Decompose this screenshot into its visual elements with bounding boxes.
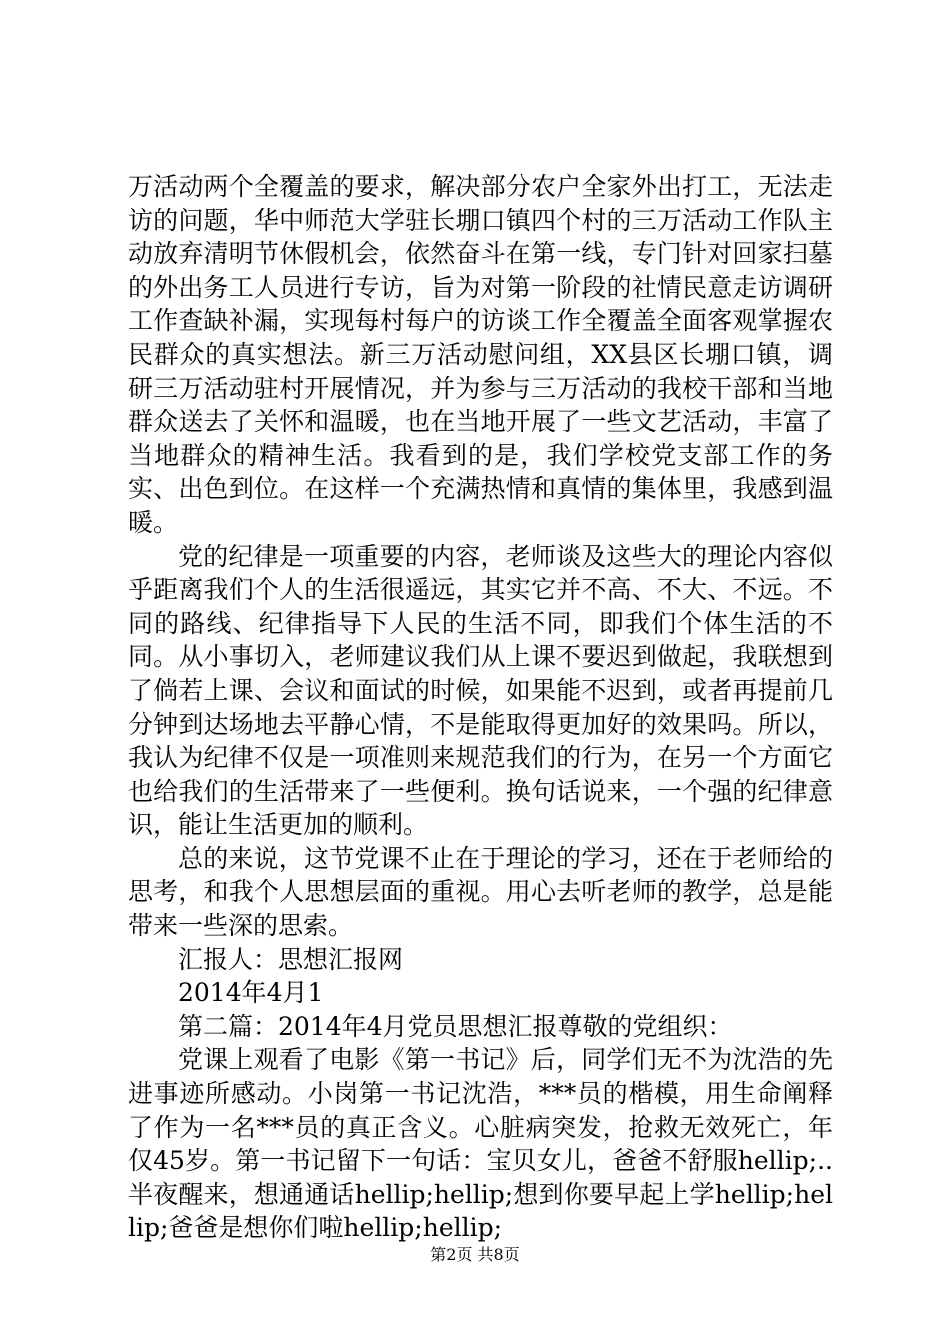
- paragraph-4: 党课上观看了电影《第一书记》后，同学们无不为沈浩的先进事迹所感动。小岗第一书记沈浩，***员的楷模，用生命阐释了作为一名***员的真正含义。心脏病突发，抢救无效死亡，年仅45岁。第一书记留下一句话：宝贝女儿，爸爸不舒服hellip;..半夜醒来，想通通话hellip;hellip;想到你要早起上学hellip;hellip;爸爸是想你们啦hellip;hellip;: [128, 1045, 833, 1243]
- paragraph-1: 万活动两个全覆盖的要求，解决部分农户全家外出打工，无法走访的问题，华中师范大学驻长堋口镇四个村的三万活动工作队主动放弃清明节休假机会，依然奋斗在第一线，专门针对回家扫墓的外出务工人员进行专访，旨为对第一阶段的社情民意走访调研工作查缺补漏，实现每村每户的访谈工作全覆盖全面客观掌握农民群众的真实想法。新三万活动慰问组，XX县区长堋口镇，调研三万活动驻村开展情况，并为参与三万活动的我校干部和当地群众送去了关怀和温暖，也在当地开展了一些文艺活动，丰富了当地群众的精神生活。我看到的是，我们学校党支部工作的务实、出色到位。在这样一个充满热情和真情的集体里，我感到温暖。: [128, 172, 833, 537]
- reporter-line: 汇报人：思想汇报网: [178, 944, 404, 974]
- paragraph-3: 总的来说，这节党课不止在于理论的学习，还在于老师给的思考，和我个人思想层面的重视。用心去听老师的教学，总是能带来一些深的思索。: [128, 843, 833, 941]
- date-line: 2014年4月1: [178, 978, 324, 1008]
- paragraph-2: 党的纪律是一项重要的内容，老师谈及这些大的理论内容似乎距离我们个人的生活很遥远，其实它并不高、不大、不远。不同的路线、纪律指导下人民的生活不同，即我们个体生活的不同。从小事切入，老师建议我们从上课不要迟到做起，我联想到了倘若上课、会议和面试的时候，如果能不迟到，或者再提前几分钟到达场地去平静心情，不是能取得更加好的效果吗。所以，我认为纪律不仅是一项准则来规范我们的行为，在另一个方面它也给我们的生活带来了一些便利。换句话说来，一个强的纪律意识，能让生活更加的顺利。: [128, 541, 833, 840]
- page-footer: 第2页 共8页: [430, 1245, 520, 1264]
- section-heading: 第二篇：2014年4月党员思想汇报尊敬的党组织：: [178, 1011, 733, 1041]
- document-body: [128, 170, 833, 1245]
